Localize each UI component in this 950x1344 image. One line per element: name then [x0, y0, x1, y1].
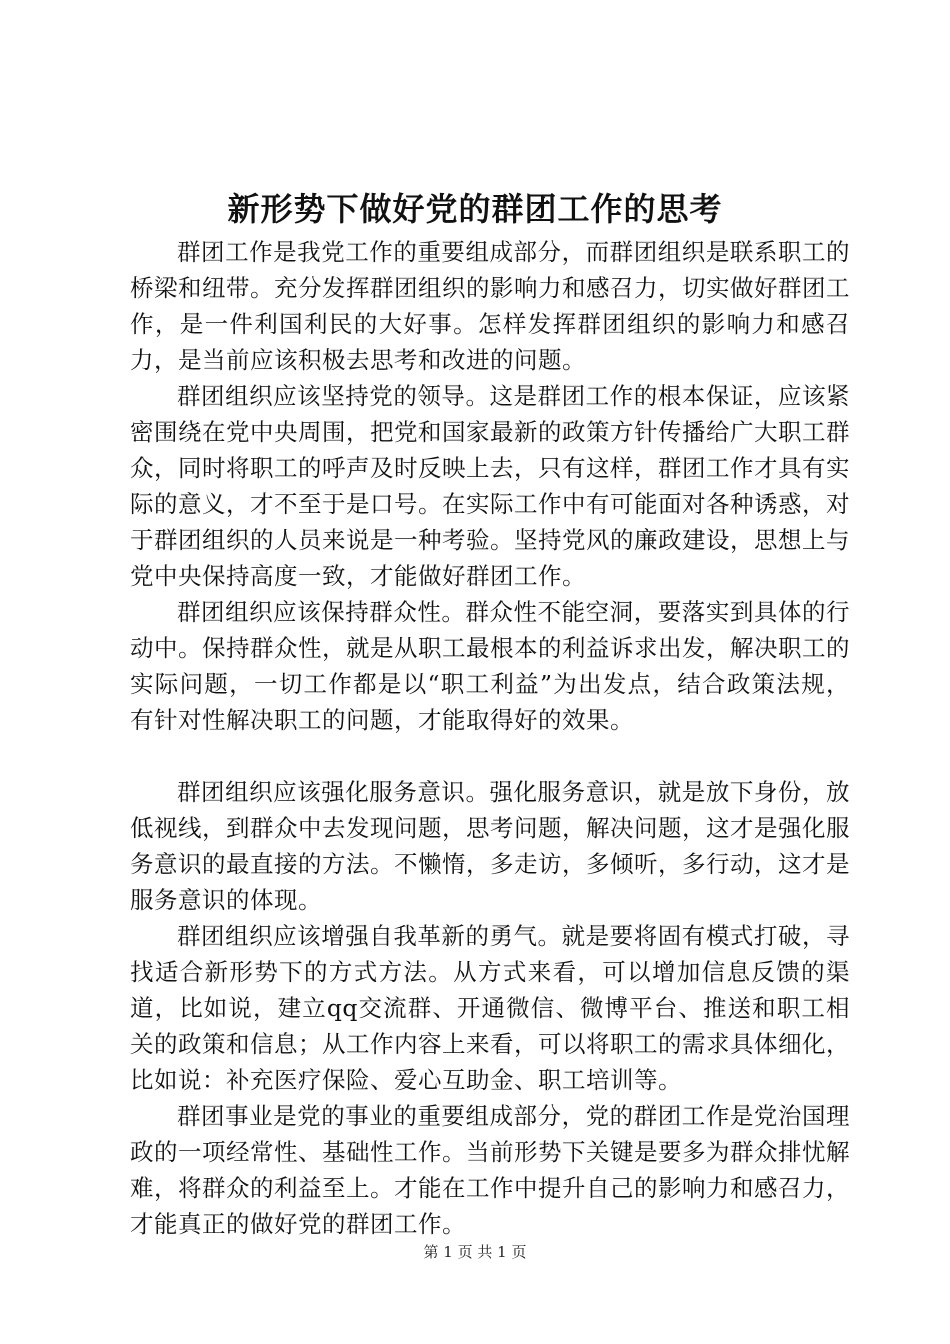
- paragraph-self-innovation: 群团组织应该增强自我革新的勇气。就是要将固有模式打破，寻找适合新形势下的方式方法。从方式来看，可以增加信息反馈的渠道，比如说，建立qq交流群、开通微信、微博平台、推送和职工相关的政策和信息；从工作内容上来看，可以将职工的需求具体细化，比如说：补充医疗保险、爱心互助金、职工培训等。: [130, 922, 850, 1094]
- document-body: [130, 234, 850, 1242]
- paragraph-party-leadership: 群团组织应该坚持党的领导。这是群团工作的根本保证，应该紧密围绕在党中央周围，把党和国家最新的政策方针传播给广大职工群众，同时将职工的呼声及时反映上去，只有这样，群团工作才具有实际的意义，才不至于是口号。在实际工作中有可能面对各种诱惑，对于群团组织的人员来说是一种考验。坚持党风的廉政建设，思想上与党中央保持高度一致，才能做好群团工作。: [130, 382, 850, 590]
- page-footer: 第 1 页 共 1 页: [423, 1243, 527, 1261]
- paragraph-service-awareness: 群团组织应该强化服务意识。强化服务意识，就是放下身份，放低视线，到群众中去发现问题，思考问题，解决问题，这才是强化服务意识的最直接的方法。不懒惰，多走访，多倾听，多行动，这才是服务意识的体现。: [130, 778, 850, 914]
- paragraph-conclusion: 群团事业是党的事业的重要组成部分，党的群团工作是党治国理政的一项经常性、基础性工作。当前形势下关键是要多为群众排忧解难，将群众的利益至上。才能在工作中提升自己的影响力和感召力，才能真正的做好党的群团工作。: [130, 1102, 850, 1238]
- paragraph-mass-character: 群团组织应该保持群众性。群众性不能空洞，要落实到具体的行动中。保持群众性，就是从职工最根本的利益诉求出发，解决职工的实际问题，一切工作都是以“职工利益”为出发点，结合政策法规，有针对性解决职工的问题，才能取得好的效果。: [130, 598, 850, 734]
- paragraph-spacer: [130, 738, 850, 774]
- paragraph-intro: 群团工作是我党工作的重要组成部分，而群团组织是联系职工的桥梁和纽带。充分发挥群团组织的影响力和感召力，切实做好群团工作，是一件利国利民的大好事。怎样发挥群团组织的影响力和感召力，是当前应该积极去思考和改进的问题。: [130, 238, 850, 374]
- document-title: 新形势下做好党的群团工作的思考: [227, 190, 723, 228]
